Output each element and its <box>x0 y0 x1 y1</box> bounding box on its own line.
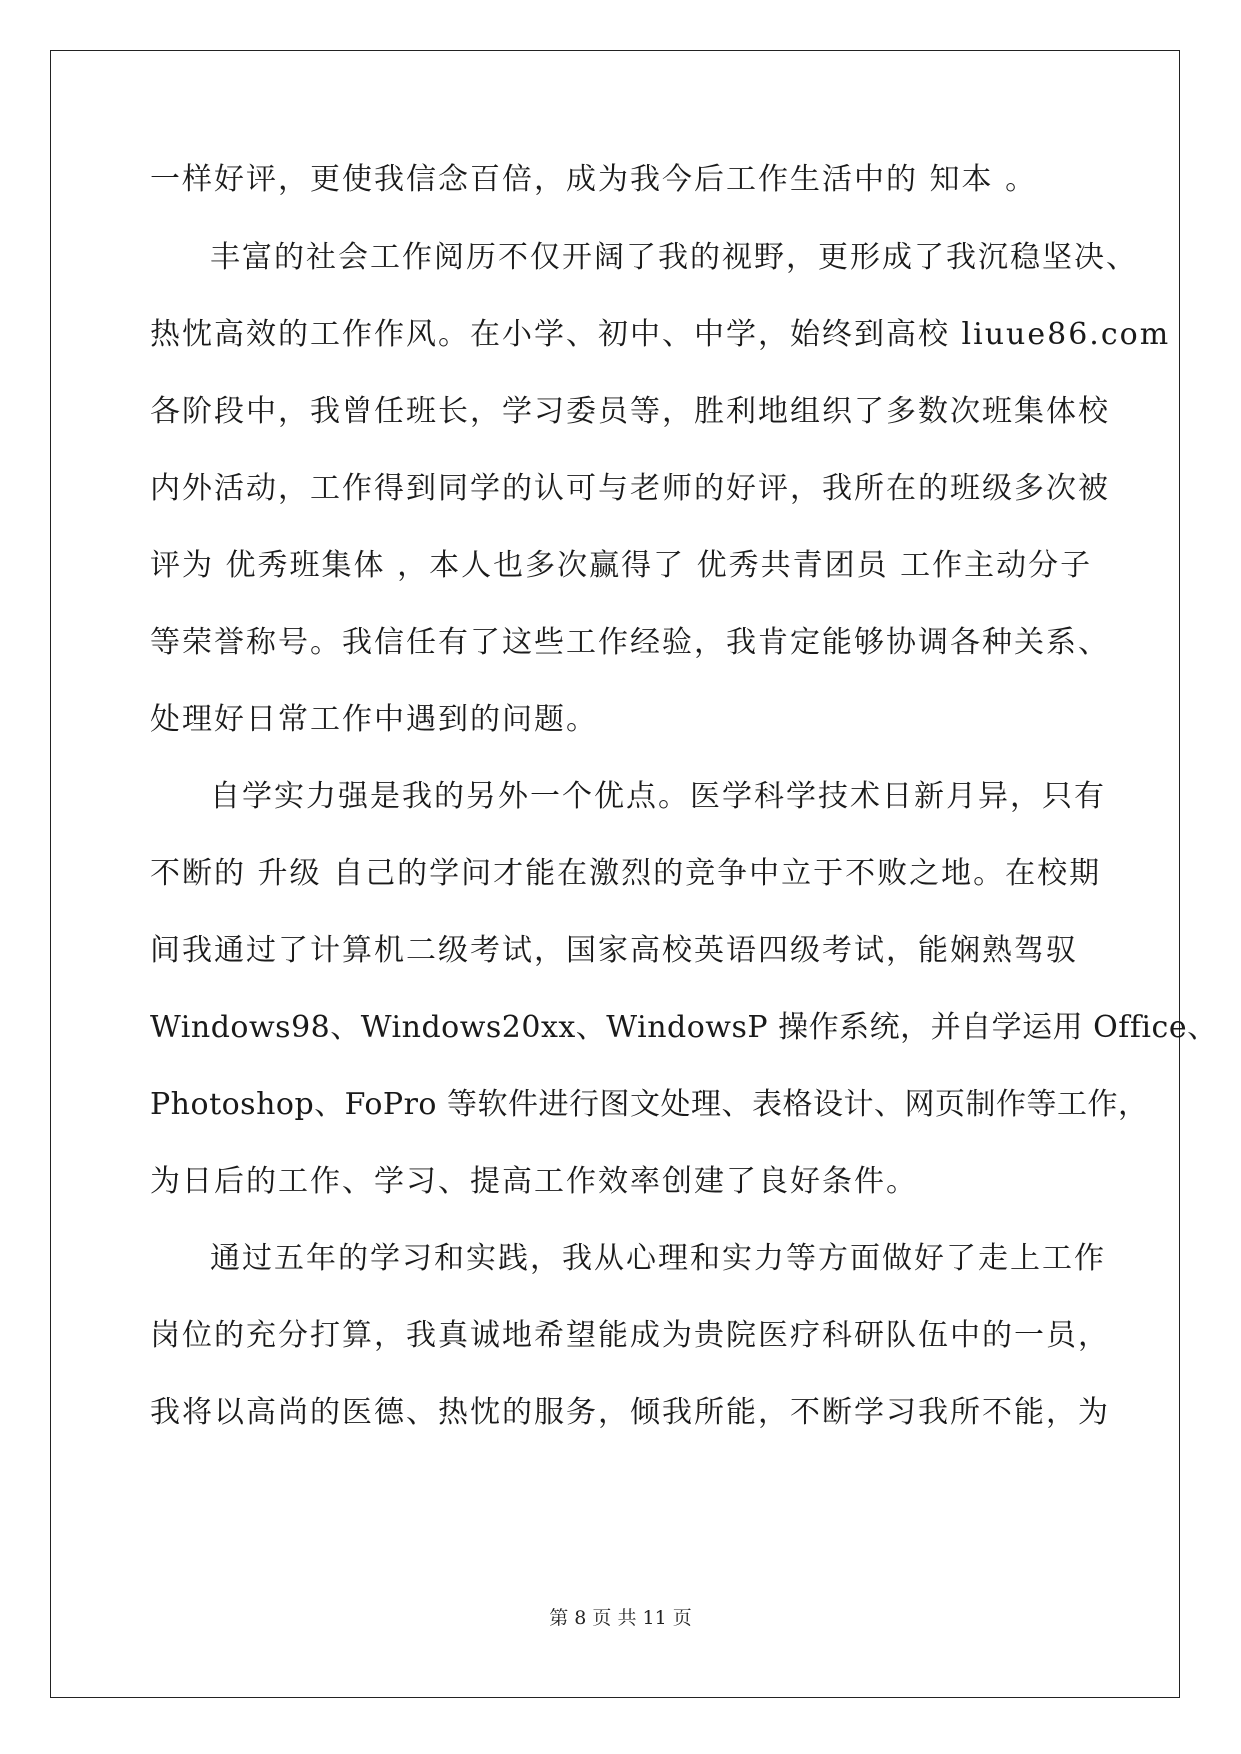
text-line: 丰富的社会工作阅历不仅开阔了我的视野，更形成了我沉稳坚决、 <box>210 240 1138 275</box>
text-line: 处理好日常工作中遇到的问题。 <box>150 702 598 737</box>
page-footer: 第 8 页 共 11 页 <box>549 1607 692 1629</box>
text-line: 一样好评，更使我信念百倍，成为我今后工作生活中的 知本 。 <box>150 162 1038 197</box>
text-line: 等荣誉称号。我信任有了这些工作经验，我肯定能够协调各种关系、 <box>150 625 1110 660</box>
text-line: 内外活动，工作得到同学的认可与老师的好评，我所在的班级多次被 <box>150 471 1110 506</box>
text-line: 通过五年的学习和实践，我从心理和实力等方面做好了走上工作 <box>210 1241 1106 1276</box>
text-line: 间我通过了计算机二级考试，国家高校英语四级考试，能娴熟驾驭 <box>150 933 1078 968</box>
text-line: 我将以高尚的医德、热忱的服务，倾我所能，不断学习我所不能，为 <box>150 1395 1110 1430</box>
text-line: 各阶段中，我曾任班长，学习委员等，胜利地组织了多数次班集体校 <box>150 394 1110 429</box>
text-line: 自学实力强是我的另外一个优点。医学科学技术日新月异，只有 <box>210 779 1106 814</box>
text-line: 为日后的工作、学习、提高工作效率创建了良好条件。 <box>150 1164 918 1199</box>
text-line: 岗位的充分打算，我真诚地希望能成为贵院医疗科研队伍中的一员， <box>150 1318 1110 1353</box>
text-line: 不断的 升级 自己的学问才能在激烈的竞争中立于不败之地。在校期 <box>150 856 1102 891</box>
text-line: 热忱高效的工作作风。在小学、初中、中学，始终到高校 liuue86.com <box>150 317 1171 352</box>
text-line: Windows98、Windows20xx、WindowsP 操作系统，并自学运用 Office、 <box>150 1010 1218 1045</box>
text-line: Photoshop、FoPro 等软件进行图文处理、表格设计、网页制作等工作， <box>150 1087 1149 1122</box>
text-line: 评为 优秀班集体 ，本人也多次赢得了 优秀共青团员 工作主动分子 <box>150 548 1093 583</box>
